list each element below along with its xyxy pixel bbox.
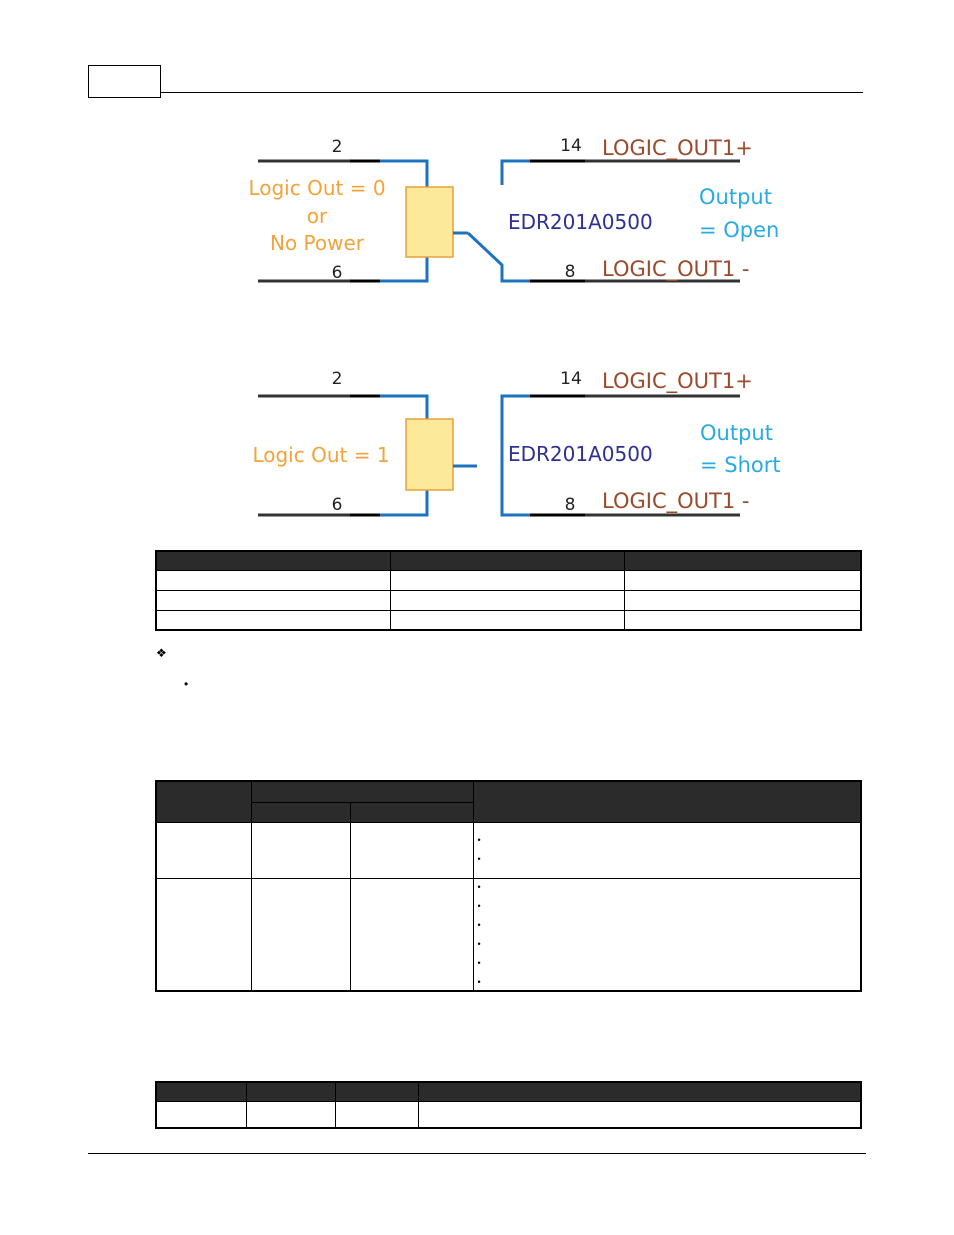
footer-rule [88, 1153, 866, 1154]
table-cell [156, 878, 251, 991]
relay-coil [406, 187, 453, 257]
table-cell [624, 590, 861, 610]
condition-line-2: or [306, 204, 328, 228]
pin-label-8: 8 [564, 262, 576, 282]
pin-label-2: 2 [331, 137, 343, 157]
relay-diagram-open [240, 125, 800, 300]
table-row [156, 610, 861, 630]
table-cell [156, 822, 251, 878]
part-number: EDR201A0500 [508, 442, 653, 466]
condition-line-1: Logic Out = 1 [252, 443, 390, 467]
list-bullet: • [477, 919, 481, 930]
list-bullet: • [477, 976, 481, 987]
pin-label-6: 6 [331, 495, 343, 515]
table-cell [624, 570, 861, 590]
table-cell [390, 570, 624, 590]
header-cell [335, 1082, 418, 1101]
status-table [155, 780, 862, 992]
header-rule [161, 92, 863, 93]
header-cell [624, 551, 861, 570]
table-cell [156, 1101, 246, 1128]
header-cell [156, 781, 251, 822]
table-cell [156, 590, 390, 610]
relay-diagram-short [240, 359, 800, 534]
list-bullet: • [477, 900, 481, 911]
table-cell [390, 590, 624, 610]
header-cell [473, 781, 861, 822]
table-cell-bullets [473, 822, 861, 878]
table-cell [251, 878, 350, 991]
list-bullet: • [477, 834, 481, 845]
condition-line-1: Logic Out = 0 [248, 176, 386, 200]
table-header-row [156, 781, 861, 802]
header-cell [251, 802, 350, 822]
pin-label-2: 2 [331, 369, 343, 389]
output-line-1: Output [699, 185, 772, 209]
header-cell [156, 1082, 246, 1101]
table-cell [156, 610, 390, 630]
pin-label-8: 8 [564, 495, 576, 515]
output-line-2: = Open [699, 218, 780, 242]
note-bullet-icon: • [184, 677, 189, 691]
table-row [156, 1101, 861, 1128]
header-cell [418, 1082, 861, 1101]
summary-table [155, 550, 862, 631]
relay-coil [406, 419, 453, 490]
header-cell [246, 1082, 335, 1101]
table-row [156, 822, 861, 878]
table-cell [624, 610, 861, 630]
signal-label-minus: LOGIC_OUT1 - [602, 257, 750, 281]
list-bullet: • [477, 853, 481, 864]
register-table [155, 1081, 862, 1129]
open-contact-switch [468, 233, 530, 281]
signal-label-minus: LOGIC_OUT1 - [602, 489, 750, 513]
table-cell [390, 610, 624, 630]
table-cell [156, 570, 390, 590]
list-bullet: • [477, 938, 481, 949]
list-bullet: • [477, 957, 481, 968]
signal-label-plus: LOGIC_OUT1+ [602, 136, 753, 160]
table-header-row [156, 551, 861, 570]
signal-label-plus: LOGIC_OUT1+ [602, 369, 753, 393]
table-cell [251, 822, 350, 878]
table-row [156, 878, 861, 991]
page-number-box [88, 65, 161, 98]
table-cell [246, 1101, 335, 1128]
table-cell [335, 1101, 418, 1128]
table-cell [418, 1101, 861, 1128]
output-line-1: Output [700, 421, 773, 445]
header-cell [350, 802, 473, 822]
table-header-row [156, 1082, 861, 1101]
output-line-2: = Short [700, 453, 781, 477]
table-cell [350, 878, 473, 991]
table-cell [350, 822, 473, 878]
table-row [156, 570, 861, 590]
header-cell [156, 551, 390, 570]
table-row [156, 590, 861, 610]
list-bullet: • [477, 881, 481, 892]
header-cell-group [251, 781, 473, 802]
table-cell-bullets [473, 878, 861, 991]
header-cell [390, 551, 624, 570]
part-number: EDR201A0500 [508, 210, 653, 234]
pin-label-6: 6 [331, 263, 343, 283]
note-diamond-icon: ❖ [156, 646, 167, 660]
pin-label-14: 14 [560, 369, 582, 389]
condition-line-3: No Power [269, 231, 365, 255]
pin-label-14: 14 [560, 136, 582, 156]
